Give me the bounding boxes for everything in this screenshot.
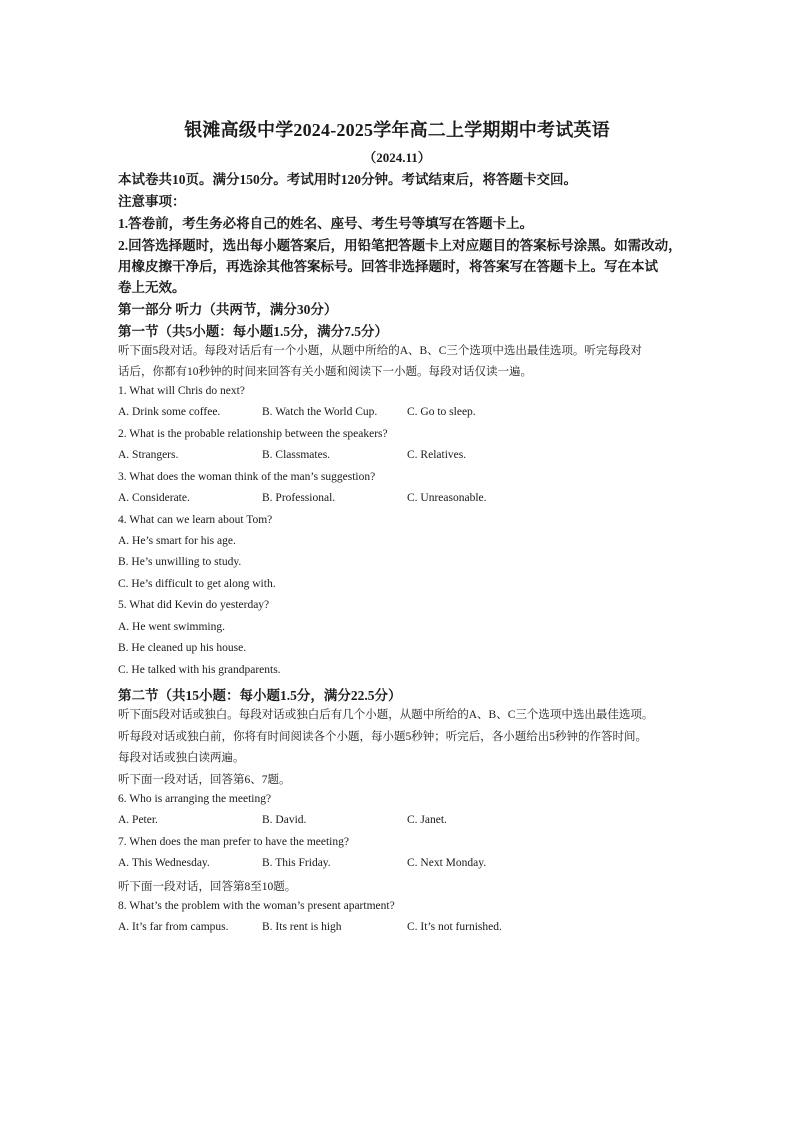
section1-heading: 第一节（共5小题：每小题1.5分，满分7.5分）: [118, 324, 388, 339]
part1-heading: 第一部分 听力（共两节，满分30分）: [118, 302, 338, 317]
question-2-stem: 2. What is the probable relationship between the speakers?: [118, 428, 388, 440]
question-5-option-c: C. He talked with his grandparents.: [118, 664, 281, 676]
question-1-stem: 1. What will Chris do next?: [118, 385, 245, 397]
question-6-stem: 6. Who is arranging the meeting?: [118, 793, 272, 805]
question-6-option-c: C. Janet.: [407, 814, 447, 826]
question-1-option-c: C. Go to sleep.: [407, 406, 476, 418]
question-3-option-a: A. Considerate.: [118, 492, 190, 504]
question-1-option-b: B. Watch the World Cup.: [262, 406, 378, 418]
question-4-option-c: C. He’s difficult to get along with.: [118, 578, 276, 590]
question-7-option-c: C. Next Monday.: [407, 857, 487, 869]
prompt-questions-6-7: 听下面一段对话，回答第6、7题。: [118, 774, 291, 786]
question-5-option-a: A. He went swimming.: [118, 621, 226, 633]
question-4-stem: 4. What can we learn about Tom?: [118, 514, 273, 526]
question-8-stem: 8. What’s the problem with the woman’s present apartment?: [118, 900, 395, 912]
question-5-option-b: B. He cleaned up his house.: [118, 642, 247, 654]
question-2-option-b: B. Classmates.: [262, 449, 331, 461]
question-6-option-a: A. Peter.: [118, 814, 158, 826]
question-4-option-a: A. He’s smart for his age.: [118, 535, 236, 547]
question-3-option-b: B. Professional.: [262, 492, 336, 504]
question-4-option-b: B. He’s unwilling to study.: [118, 556, 242, 568]
section2-directions-line3: 每段对话或独白读两遍。: [118, 752, 245, 764]
question-3-stem: 3. What does the woman think of the man’s suggestion?: [118, 471, 376, 483]
question-6-option-b: B. David.: [262, 814, 307, 826]
exam-title: 银滩高级中学2024-2025学年高二上学期期中考试英语: [184, 120, 610, 140]
section1-directions-line1: 听下面5段对话。每段对话后有一个小题，从题中所给的A、B、C三个选项中选出最佳选项。听完每段对: [118, 345, 642, 357]
question-7-option-b: B. This Friday.: [262, 857, 331, 869]
question-2-option-c: C. Relatives.: [407, 449, 467, 461]
notice-item-2-line2: 用橡皮擦干净后，再选涂其他答案标号。回答非选择题时，将答案写在答题卡上。写在本试: [118, 259, 658, 274]
question-8-option-b: B. Its rent is high: [262, 921, 342, 933]
section2-directions-line1: 听下面5段对话或独白。每段对话或独白后有几个小题，从题中所给的A、B、C三个选项中选出最佳选项。: [118, 709, 654, 721]
exam-summary: 本试卷共10页。满分150分。考试用时120分钟。考试结束后，将答题卡交回。: [118, 172, 577, 187]
section2-directions-line2: 听每段对话或独白前，你将有时间阅读各个小题，每小题5秒钟；听完后，各小题给出5秒钟的作答时间。: [118, 731, 647, 743]
question-5-stem: 5. What did Kevin do yesterday?: [118, 599, 270, 611]
section1-directions-line2: 话后，你都有10秒钟的时间来回答有关小题和阅读下一小题。每段对话仅读一遍。: [118, 366, 532, 378]
question-8-option-a: A. It’s far from campus.: [118, 921, 229, 933]
notice-item-2-line3: 卷上无效。: [118, 280, 186, 295]
question-3-option-c: C. Unreasonable.: [407, 492, 487, 504]
notice-heading: 注意事项：: [118, 194, 186, 209]
question-8-option-c: C. It’s not furnished.: [407, 921, 502, 933]
section2-heading: 第二节（共15小题：每小题1.5分，满分22.5分）: [118, 688, 402, 703]
prompt-questions-8-10: 听下面一段对话，回答第8至10题。: [118, 881, 297, 893]
question-7-stem: 7. When does the man prefer to have the meeting?: [118, 836, 349, 848]
question-2-option-a: A. Strangers.: [118, 449, 179, 461]
question-7-option-a: A. This Wednesday.: [118, 857, 210, 869]
exam-date: （2024.11）: [363, 150, 431, 165]
notice-item-2-line1: 2.回答选择题时，选出每小题答案后，用铅笔把答题卡上对应题目的答案标号涂黑。如需改动，: [118, 238, 682, 253]
notice-item-1: 1.答卷前，考生务必将自己的姓名、座号、考生号等填写在答题卡上。: [118, 216, 534, 231]
question-1-option-a: A. Drink some coffee.: [118, 406, 221, 418]
